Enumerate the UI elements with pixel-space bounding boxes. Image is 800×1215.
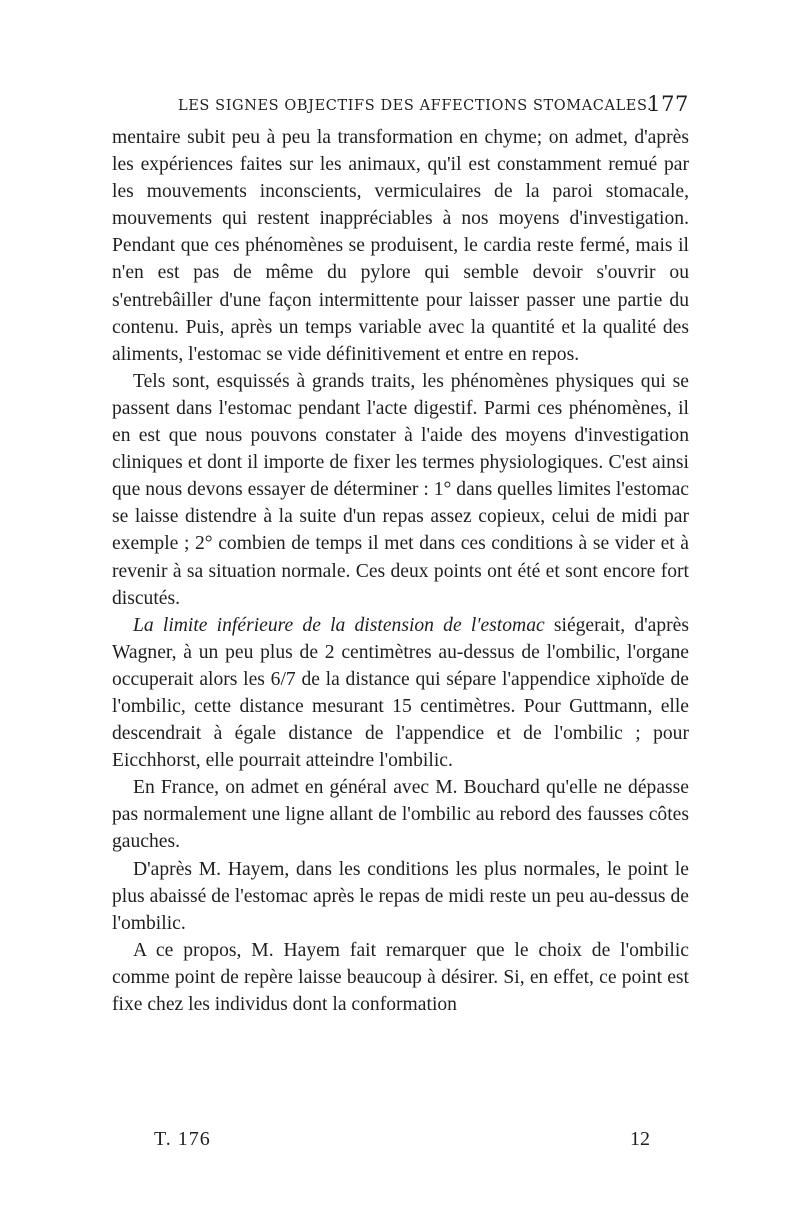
paragraph-1: mentaire subit peu à peu la transformation en chyme; on admet, d'après les expériences faites sur les animaux, qu'il est constamment remué par les mouvements inconscients, vermiculaires de la paroi stomacale, mouvements qui restent inappréciables à nos moyens d'investigation. Pendant que ces phénomènes se produisent, le cardia reste fermé, mais il n'en est pas de même du pylore qui semble devoir s'ouvrir ou s'entrebâiller d'une façon intermittente pour laisser passer une partie du contenu. Puis, après un temps variable avec la quantité et la qualité des aliments, l'estomac se vide définitivement et entre en repos. <box>112 127 689 365</box>
paragraph-2: Tels sont, esquissés à grands traits, les phénomènes physiques qui se passent dans l'estomac pendant l'acte digestif. Parmi ces phénomènes, il en est que nous pouvons constater à l'aide des moyens d'investigation cliniques et dont il importe de fixer les termes physiologiques. C'est ainsi que nous devons essayer de déterminer : 1° dans quelles limites l'estomac se laisse distendre à la suite d'un repas assez copieux, celui de midi par exemple ; 2° combien de temps il met dans ces conditions à se vider et à revenir à sa situation normale. Ces deux points ont été et sont encore fort discutés. <box>112 370 689 609</box>
italic-lead: La limite inférieure de la distension de l'estomac <box>133 614 545 636</box>
page <box>112 92 689 1018</box>
paragraph-6: A ce propos, M. Hayem fait remarquer que le choix de l'ombilic comme point de repère laisse beaucoup à désirer. Si, en effet, ce point est fixe chez les individus dont la conformation <box>112 939 689 1015</box>
body-text <box>112 124 689 1018</box>
running-head <box>112 92 689 124</box>
paragraph-3 <box>112 612 689 775</box>
running-title: LES SIGNES OBJECTIFS DES AFFECTIONS STOMACALES. <box>178 98 653 114</box>
sheet-number: 12 <box>630 1128 650 1150</box>
paragraph-4: En France, on admet en général avec M. Bouchard qu'elle ne dépasse pas normalement une ligne allant de l'ombilic au rebord des fausses côtes gauches. <box>112 777 689 853</box>
footer <box>154 1128 650 1156</box>
page-number: 177 <box>647 92 689 116</box>
signature-mark: T. 176 <box>154 1128 211 1150</box>
paragraph-5: D'après M. Hayem, dans les conditions les plus normales, le point le plus abaissé de l'estomac après le repas de midi reste un peu au-dessus de l'ombilic. <box>112 858 689 934</box>
paragraph-3-text: siégerait, d'après Wagner, à un peu plus de 2 centimètres au-dessus de l'ombilic, l'organe occuperait alors les 6/7 de la distance qui sépare l'appendice xiphoïde de l'ombilic, cette distance mesurant 15 centimètres. Pour Guttmann, elle descendrait à égale distance de l'appendice et de l'ombilic ; pour Eicchhorst, elle pourrait atteindre l'ombilic. <box>112 614 689 772</box>
